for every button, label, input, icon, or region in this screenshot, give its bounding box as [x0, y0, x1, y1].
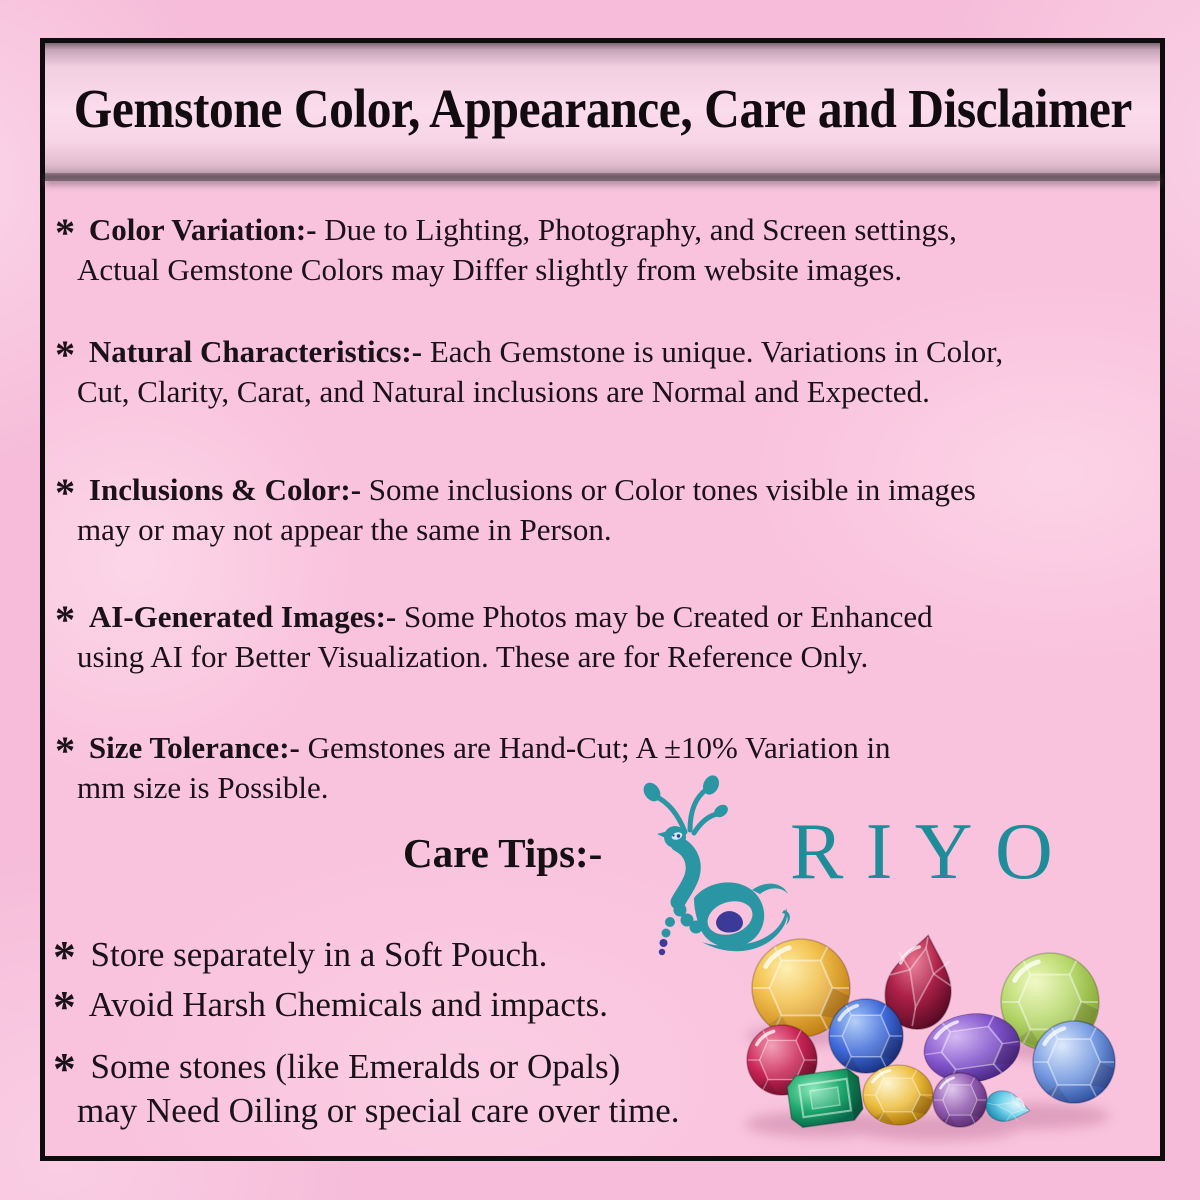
disclaimer-text-cont: Actual Gemstone Colors may Differ slightly from website images.	[77, 252, 903, 287]
care-tip-line: * Some stones (like Emeralds or Opals)	[53, 1043, 621, 1095]
disclaimer-text: Some Photos may be Created or Enhanced	[404, 599, 933, 634]
care-tip-text-cont: may Need Oiling or special care over time.	[77, 1091, 680, 1130]
disclaimer-line: * Size Tolerance:- Gemstones are Hand-Cut; A ±10% Variation in	[55, 727, 891, 773]
disclaimer-label: Size Tolerance:-	[88, 730, 300, 765]
disclaimer-natural-characteristics	[55, 332, 1140, 412]
disclaimer-text: Each Gemstone is unique. Variations in Color,	[429, 334, 1004, 369]
header-divider	[45, 173, 1160, 181]
header-band	[45, 43, 1160, 173]
disclaimer-text: Some inclusions or Color tones visible in images	[368, 472, 976, 507]
disclaimer-line: * Color Variation:- Due to Lighting, Photography, and Screen settings,	[55, 209, 957, 255]
disclaimer-text-cont: mm size is Possible.	[77, 770, 329, 805]
page-title: Gemstone Color, Appearance, Care and Disclaimer	[73, 77, 1132, 139]
disclaimer-ai-generated-images	[55, 597, 1140, 677]
care-tips-heading: Care Tips:-	[403, 830, 603, 876]
content-frame	[40, 38, 1165, 1161]
gem-sapphire-round	[829, 999, 903, 1073]
care-tip-oiling	[53, 1045, 713, 1133]
disclaimer-line: * AI-Generated Images:- Some Photos may be Created or Enhanced	[55, 596, 933, 642]
gemstone-cluster-image	[700, 918, 1168, 1154]
care-tip-text: Some stones (like Emeralds or Opals)	[90, 1047, 621, 1086]
disclaimer-label: Natural Characteristics:-	[88, 334, 423, 369]
care-tip-chemicals: * Avoid Harsh Chemicals and impacts.	[53, 981, 608, 1033]
disclaimer-text: Gemstones are Hand-Cut; A ±10% Variation in	[307, 730, 891, 765]
brand-name: RIYO	[790, 808, 1076, 896]
disclaimer-label: Inclusions & Color:-	[88, 472, 362, 507]
disclaimer-line: * Inclusions & Color:- Some inclusions or Color tones visible in images	[55, 469, 976, 515]
care-tip-store: * Store separately in a Soft Pouch.	[53, 931, 548, 983]
disclaimer-text-cont: Cut, Clarity, Carat, and Natural inclusions are Normal and Expected.	[77, 374, 930, 409]
gem-emerald-octagon	[786, 1067, 865, 1129]
disclaimer-label: AI-Generated Images:-	[88, 599, 397, 634]
care-tip-text: Avoid Harsh Chemicals and impacts.	[88, 985, 608, 1024]
disclaimer-inclusions-color	[55, 470, 1140, 550]
gem-golden-citrine-round	[863, 1065, 933, 1125]
disclaimer-text-cont: may or may not appear the same in Person.	[77, 512, 612, 547]
gem-purple-garnet-round	[933, 1073, 987, 1127]
disclaimer-color-variation	[55, 210, 1140, 290]
disclaimer-label: Color Variation:-	[88, 212, 317, 247]
care-tip-text: Store separately in a Soft Pouch.	[90, 935, 548, 974]
gem-blue-topaz-round	[1033, 1021, 1115, 1103]
disclaimer-text: Due to Lighting, Photography, and Screen settings,	[324, 212, 957, 247]
disclaimer-line: * Natural Characteristics:- Each Gemstone is unique. Variations in Color,	[55, 331, 1004, 377]
disclaimer-size-tolerance	[55, 728, 1140, 808]
disclaimer-text-cont: using AI for Better Visualization. These are for Reference Only.	[77, 639, 869, 674]
